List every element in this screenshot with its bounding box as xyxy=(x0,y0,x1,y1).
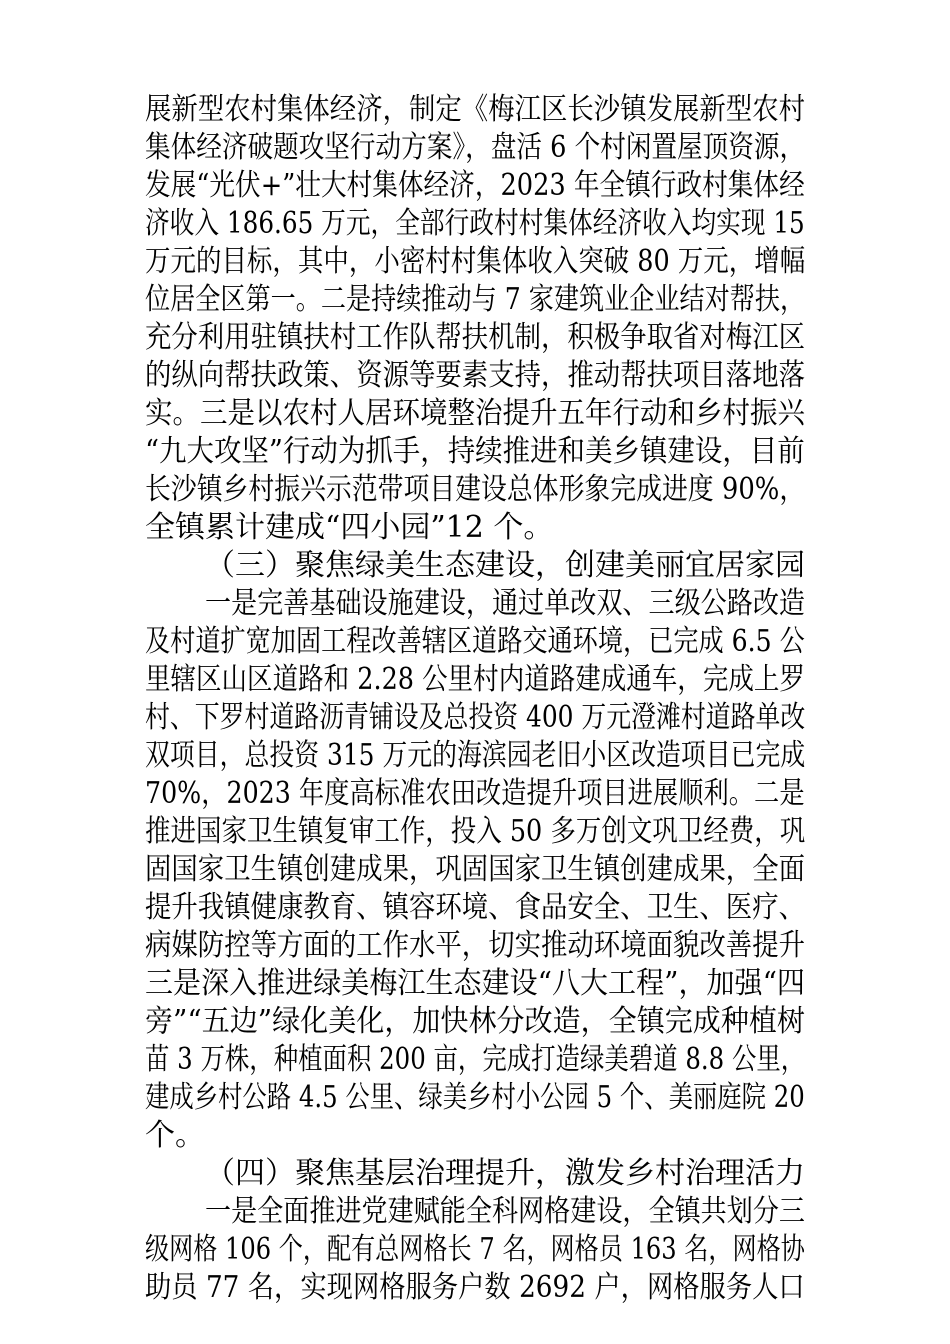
text-line: 70%，2023 年度高标准农田改造提升项目进展顺利。二是 xyxy=(145,776,805,811)
text-line: 全镇累计建成“四小园”12 个。 xyxy=(145,510,554,545)
text-line: 长沙镇乡村振兴示范带项目建设总体形象完成进度 90%， xyxy=(145,472,806,507)
text-line: 实。三是以农村人居环境整治提升五年行动和乡村振兴 xyxy=(145,396,806,431)
text-line: 固国家卫生镇创建成果，巩固国家卫生镇创建成果，全面 xyxy=(145,852,805,887)
text-line: 一是完善基础设施建设，通过单改双、三级公路改造 xyxy=(205,586,806,621)
text-line: 集体经济破题攻坚行动方案》，盘活 6 个村闲置屋顶资源， xyxy=(145,130,806,165)
text-line: 助员 77 名，实现网格服务户数 2692 户，网格服务人口 xyxy=(145,1270,805,1305)
text-line: 展新型农村集体经济，制定《梅江区长沙镇发展新型农村 xyxy=(145,92,805,127)
text-line: 济收入 186.65 万元，全部行政村村集体经济收入均实现 15 xyxy=(145,206,805,241)
section-heading: （四）聚焦基层治理提升，激发乡村治理活力 xyxy=(205,1156,805,1191)
text-line: 病媒防控等方面的工作水平，切实推动环境面貌改善提升 xyxy=(145,928,805,963)
text-line: 个。 xyxy=(145,1118,205,1153)
text-line: 提升我镇健康教育、镇容环境、食品安全、卫生、医疗、 xyxy=(145,890,805,925)
text-line: 双项目，总投资 315 万元的海滨园老旧小区改造项目已完成 xyxy=(145,738,806,773)
text-line: 村、下罗村道路沥青铺设及总投资 400 万元澄滩村道路单改 xyxy=(145,700,806,735)
text-line: 万元的目标，其中，小密村村集体收入突破 80 万元，增幅 xyxy=(145,244,806,279)
text-line: 发展“光伏+”壮大村集体经济，2023 年全镇行政村集体经 xyxy=(145,168,805,203)
text-line: 及村道扩宽加固工程改善辖区道路交通环境，已完成 6.5 公 xyxy=(145,624,805,659)
text-line: 旁”“五边”绿化美化，加快林分改造，全镇完成种植树 xyxy=(145,1004,805,1039)
text-line: “九大攻坚”行动为抓手，持续推进和美乡镇建设，目前 xyxy=(145,434,805,469)
text-line: 建成乡村公路 4.5 公里、绿美乡村小公园 5 个、美丽庭院 20 xyxy=(145,1080,805,1115)
text-line: 三是深入推进绿美梅江生态建设“八大工程”，加强“四 xyxy=(145,966,805,1001)
text-line: 苗 3 万株，种植面积 200 亩，完成打造绿美碧道 8.8 公里， xyxy=(145,1042,806,1077)
text-line: 级网格 106 个，配有总网格长 7 名，网格员 163 名，网格协 xyxy=(145,1232,805,1267)
text-line: 推进国家卫生镇复审工作，投入 50 多万创文巩卫经费，巩 xyxy=(145,814,806,849)
text-line: 的纵向帮扶政策、资源等要素支持，推动帮扶项目落地落 xyxy=(145,358,805,393)
text-line: 充分利用驻镇扶村工作队帮扶机制，积极争取省对梅江区 xyxy=(145,320,805,355)
section-heading: （三）聚焦绿美生态建设，创建美丽宜居家园 xyxy=(205,548,805,583)
text-line: 位居全区第一。二是持续推动与 7 家建筑业企业结对帮扶， xyxy=(145,282,806,317)
text-line: 一是全面推进党建赋能全科网格建设，全镇共划分三 xyxy=(205,1194,806,1229)
text-line: 里辖区山区道路和 2.28 公里村内道路建成通车，完成上罗 xyxy=(145,662,805,697)
